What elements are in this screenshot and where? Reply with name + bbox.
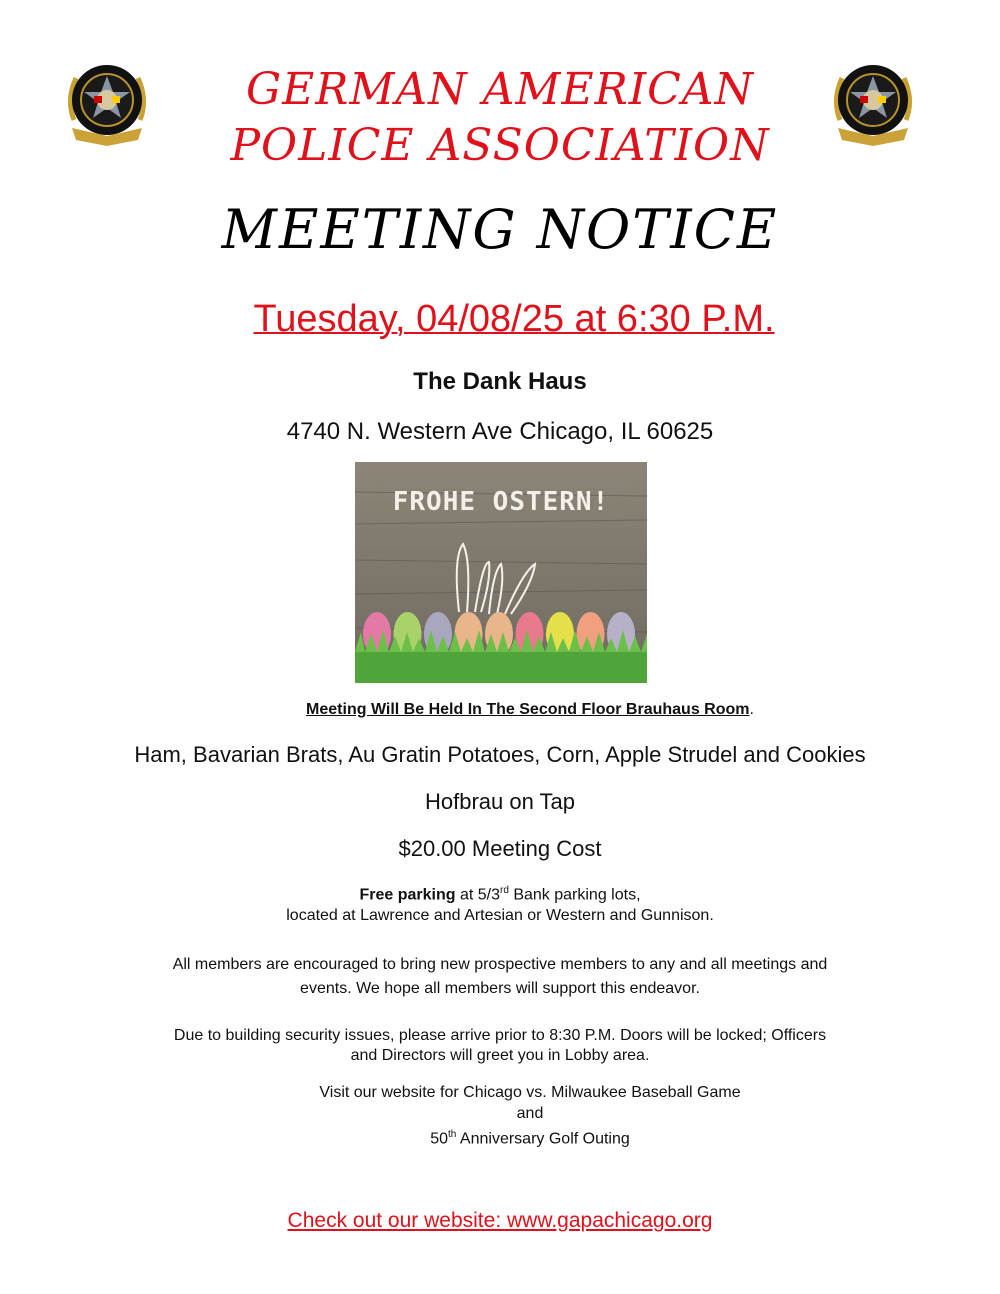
room-note-text: Meeting Will Be Held In The Second Floor Brauhaus Room [306, 701, 750, 718]
parking-text-b: Bank parking lots, [508, 886, 641, 904]
parking-sup: rd [499, 885, 509, 896]
members-line1: All members are encouraged to bring new prospective members to any and all meetings and [172, 956, 828, 973]
easter-greeting-text: FROHE OSTERN! [392, 487, 610, 517]
meeting-date-time: Tuesday, 04/08/25 at 6:30 P.M. [253, 298, 775, 340]
parking-bold: Free parking [359, 886, 456, 904]
parking-line2: located at Lawrence and Artesian or Western and Gunnison. [286, 907, 714, 924]
visit-line1: Visit our website for Chicago vs. Milwaukee Baseball Game [319, 1084, 741, 1101]
security-line2: and Directors will greet you in Lobby area. [350, 1047, 650, 1064]
visit-line3 [30, 1124, 1000, 1150]
visit-anniv-text: Anniversary Golf Outing [456, 1130, 630, 1148]
drink-info: Hofbrau on Tap [424, 789, 576, 814]
org-name-line1: GERMAN AMERICAN [245, 64, 755, 115]
venue-address: 4740 N. Western Ave Chicago, IL 60625 [286, 418, 714, 445]
room-note-period: . [749, 701, 754, 718]
room-note [0, 701, 1000, 719]
page-title: MEETING NOTICE [221, 198, 779, 261]
security-line1: Due to building security issues, please arrive prior to 8:30 P.M. Doors will be locked; Officers [173, 1027, 827, 1044]
visit-anniv-sup: th [448, 1129, 457, 1140]
venue-name: The Dank Haus [413, 368, 587, 395]
easter-image [355, 462, 647, 683]
meeting-cost: $20.00 Meeting Cost [398, 836, 602, 861]
menu-list: Ham, Bavarian Brats, Au Gratin Potatoes, Corn, Apple Strudel and Cookies [134, 742, 866, 767]
parking-text-a: at 5/3 [455, 886, 500, 904]
visit-line2: and [516, 1105, 544, 1122]
website-link[interactable]: Check out our website: www.gapachicago.org [287, 1209, 713, 1232]
visit-anniv-number: 50 [430, 1130, 449, 1148]
members-line2: events. We hope all members will support this endeavor. [300, 980, 700, 997]
org-name-line2: POLICE ASSOCIATION [230, 120, 770, 171]
parking-line1 [0, 880, 1000, 906]
